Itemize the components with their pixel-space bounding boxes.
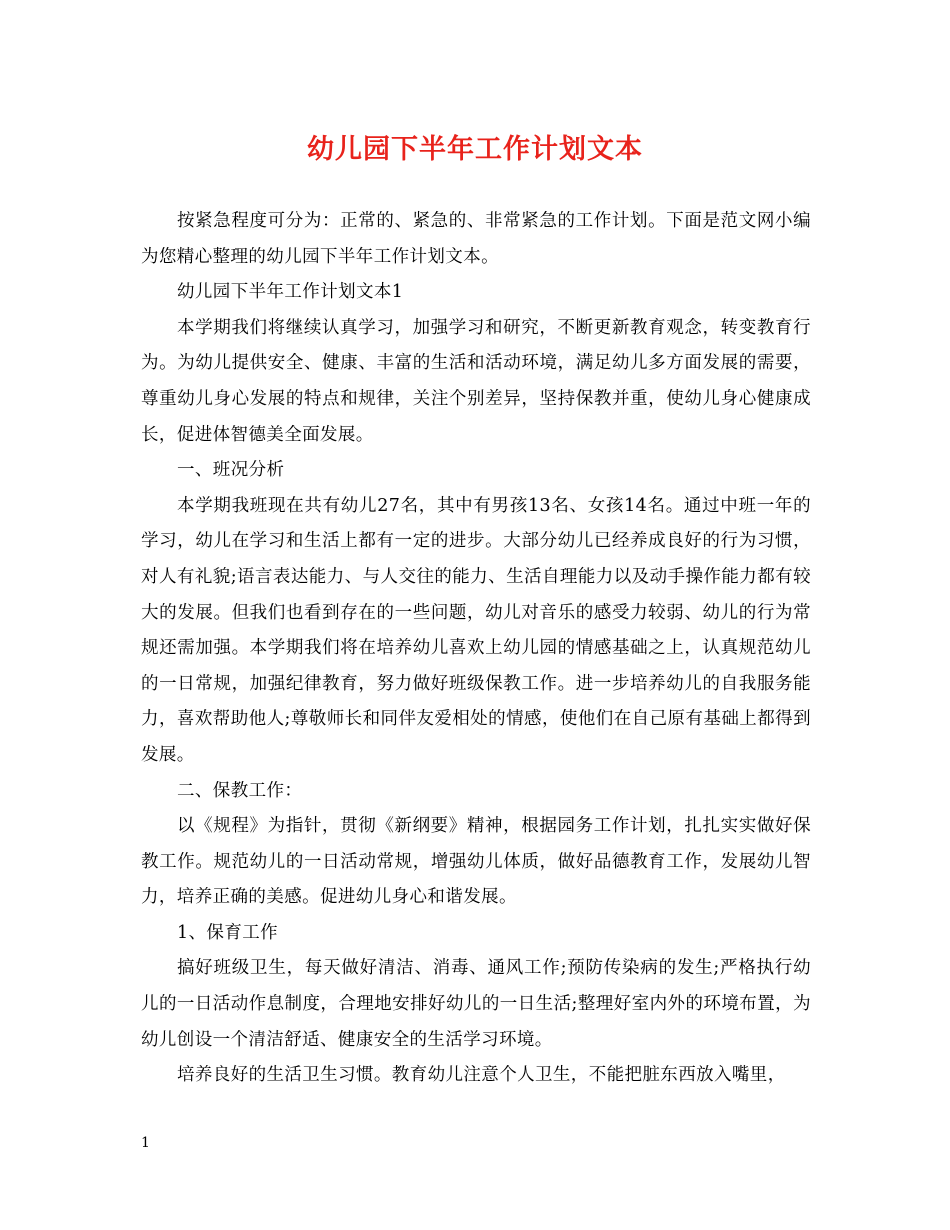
intro-paragraph: 按紧急程度可分为：正常的、紧急的、非常紧急的工作计划。下面是范文网小编为您精心整理的幼儿园下半年工作计划文本。	[141, 211, 811, 267]
body-paragraph: 培养良好的生活卫生习惯。教育幼儿注意个人卫生，不能把脏东西放入嘴里，	[177, 1065, 786, 1086]
section-heading-class-analysis: 一、班况分析	[177, 460, 285, 481]
body-paragraph: 搞好班级卫生，每天做好清洁、消毒、通风工作;预防传染病的发生;严格执行幼儿的一日活动作息制度，合理地安排好幼儿的一日生活;整理好室内外的环境布置，为幼儿创设一个清洁舒适、健康安全的生活学习环境。	[141, 958, 811, 1050]
body-paragraph: 以《规程》为指针，贯彻《新纲要》精神，根据园务工作计划，扎扎实实做好保教工作。规范幼儿的一日活动常规，增强幼儿体质，做好品德教育工作，发展幼儿智力，培养正确的美感。促进幼儿身心和谐发展。	[141, 816, 811, 908]
body-paragraph: 本学期我们将继续认真学习，加强学习和研究，不断更新教育观念，转变教育行为。为幼儿提供安全、健康、丰富的生活和活动环境，满足幼儿多方面发展的需要，尊重幼儿身心发展的特点和规律，关注个别差异，坚持保教并重，使幼儿身心健康成长，促进体智德美全面发展。	[141, 317, 811, 445]
document-title: 幼儿园下半年工作计划文本	[307, 134, 643, 165]
section-heading-plan-1: 幼儿园下半年工作计划文本1	[177, 282, 404, 303]
document-body	[141, 204, 811, 1094]
section-heading-care-work: 1、保育工作	[177, 922, 279, 943]
page-number: 1	[141, 1135, 150, 1151]
section-heading-care-education: 二、保教工作：	[177, 780, 303, 801]
body-paragraph: 本学期我班现在共有幼儿27名，其中有男孩13名、女孩14名。通过中班一年的学习，幼儿在学习和生活上都有一定的进步。大部分幼儿已经养成良好的行为习惯，对人有礼貌;语言表达能力、与人交往的能力、生活自理能力以及动手操作能力都有较大的发展。但我们也看到存在的一些问题，幼儿对音乐的感受力较弱、幼儿的行为常规还需加强。本学期我们将在培养幼儿喜欢上幼儿园的情感基础之上，认真规范幼儿的一日常规，加强纪律教育，努力做好班级保教工作。进一步培养幼儿的自我服务能力，喜欢帮助他人;尊敬师长和同伴友爱相处的情感，使他们在自己原有基础上都得到发展。	[141, 495, 811, 765]
